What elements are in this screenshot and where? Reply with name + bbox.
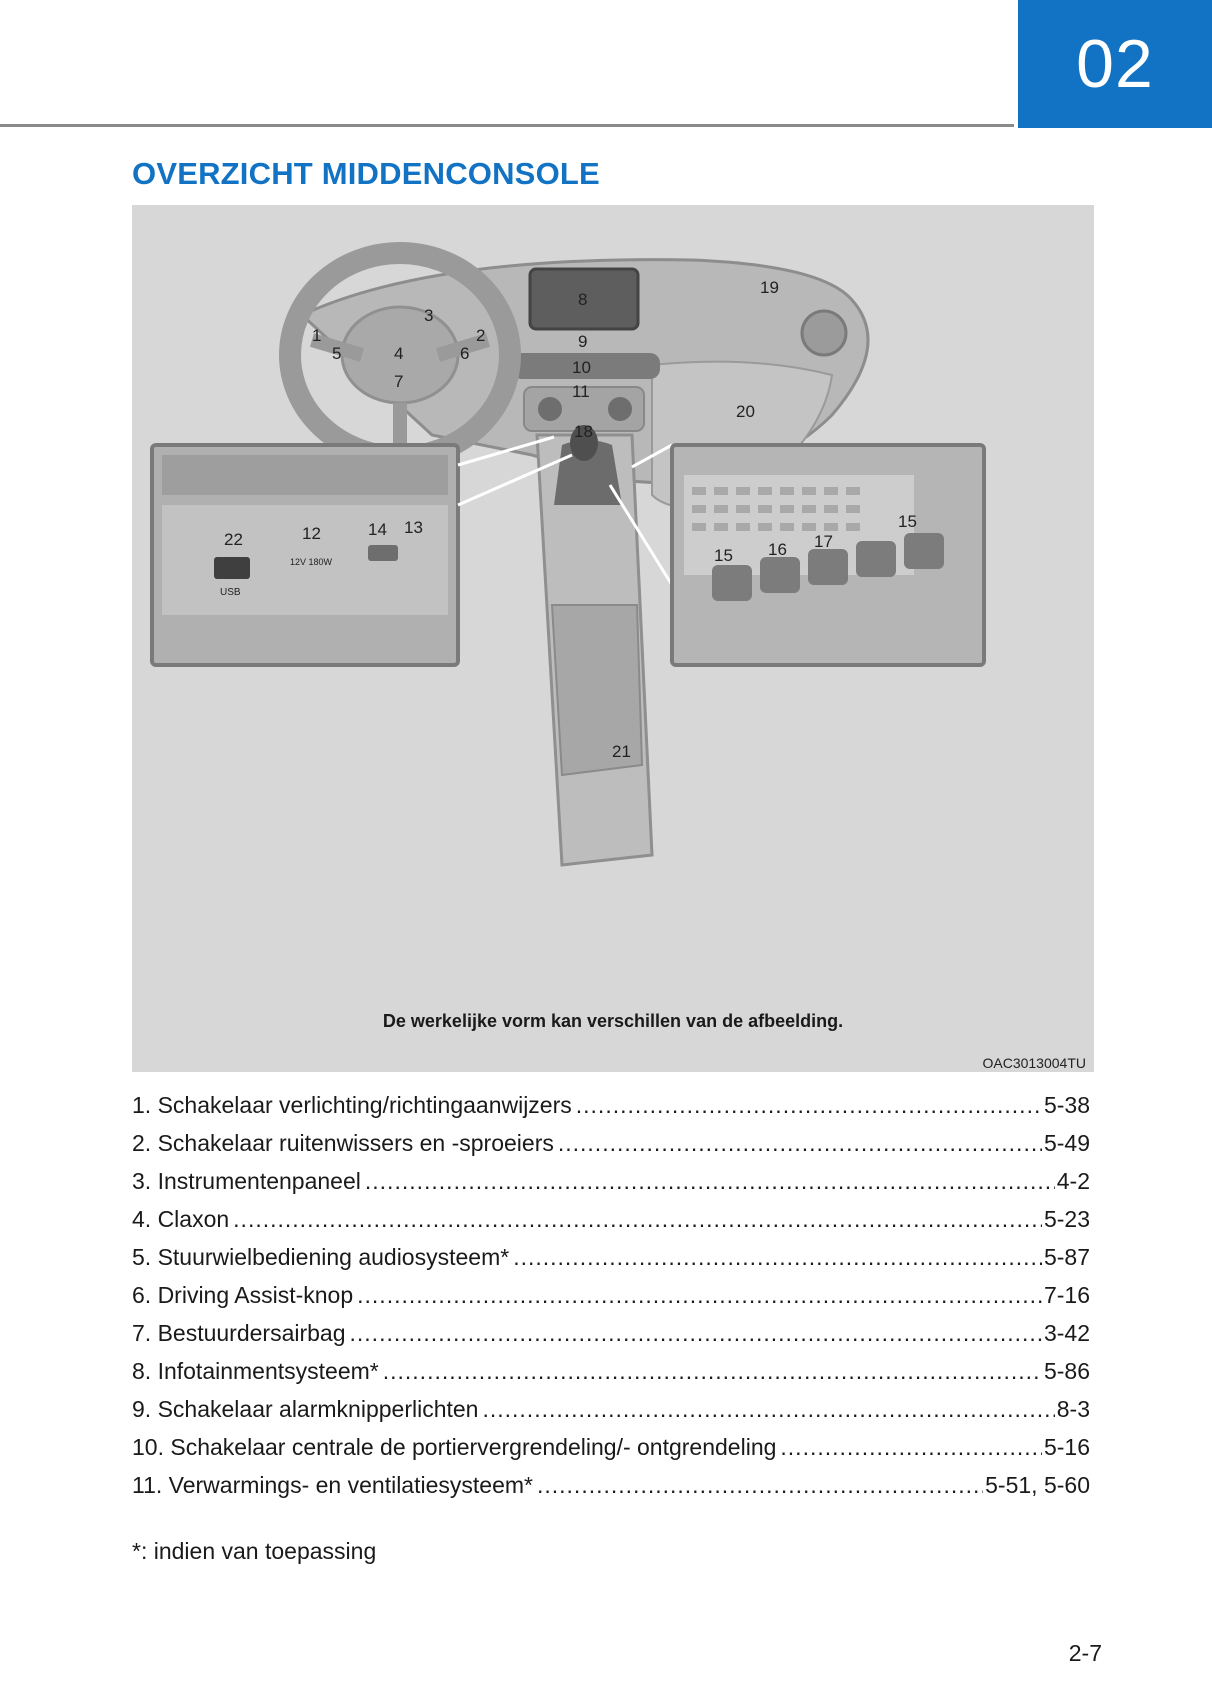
callout-22: 22 (224, 530, 243, 549)
list-item (132, 1206, 1090, 1244)
list-item (132, 1282, 1090, 1320)
item-label: 7. Bestuurdersairbag (132, 1320, 346, 1346)
callout-10: 10 (572, 358, 591, 377)
callout-4: 4 (394, 344, 404, 363)
component-list (132, 1092, 1090, 1510)
callout-2: 2 (476, 326, 486, 345)
header-rule (0, 124, 1014, 127)
callout-8: 8 (578, 290, 588, 309)
dashboard-figure (132, 205, 1094, 1072)
callout-7: 7 (394, 372, 404, 391)
leader-dots (350, 1320, 1042, 1347)
item-page: 5-87 (1043, 1244, 1090, 1270)
item-page: 7-16 (1043, 1282, 1090, 1308)
leader-dots (576, 1092, 1042, 1119)
item-page: 5-49 (1043, 1130, 1090, 1156)
leader-dots (537, 1472, 983, 1499)
callout-1: 1 (312, 326, 322, 345)
callout-18: 18 (574, 422, 593, 441)
footnote: *: indien van toepassing (132, 1538, 377, 1564)
figure-code: OAC3013004TU (982, 1055, 1086, 1071)
item-label: 2. Schakelaar ruitenwissers en -sproeiers (132, 1130, 554, 1156)
page-number: 2-7 (1068, 1640, 1102, 1666)
callout-15a: 15 (714, 546, 733, 565)
item-label: 4. Claxon (132, 1206, 230, 1232)
item-page: 5-38 (1043, 1092, 1090, 1118)
page-title: OVERZICHT MIDDENCONSOLE (132, 156, 600, 191)
callout-12: 12 (302, 524, 321, 543)
leader-dots (365, 1168, 1055, 1195)
item-page: 3-42 (1043, 1320, 1090, 1346)
list-item (132, 1396, 1090, 1434)
leader-dots (233, 1206, 1042, 1233)
leader-dots (558, 1130, 1042, 1157)
callout-3: 3 (424, 306, 434, 325)
callout-17: 17 (814, 532, 833, 551)
callout-21: 21 (612, 742, 631, 761)
list-item (132, 1244, 1090, 1282)
leader-dots (482, 1396, 1054, 1423)
power-outlet-label: 12V 180W (290, 557, 333, 567)
list-item (132, 1358, 1090, 1396)
item-page: 4-2 (1056, 1168, 1090, 1194)
item-page: 5-16 (1043, 1434, 1090, 1460)
list-item (132, 1434, 1090, 1472)
list-item (132, 1168, 1090, 1206)
chapter-number: 02 (1076, 26, 1154, 102)
callout-9: 9 (578, 332, 588, 351)
callout-13: 13 (404, 518, 423, 537)
leader-dots (383, 1358, 1042, 1385)
figure-caption: De werkelijke vorm kan verschillen van de afbeelding. (382, 1011, 844, 1031)
item-label: 10. Schakelaar centrale de portiervergrendeling/- ontgrendeling (132, 1434, 777, 1460)
callout-15b: 15 (898, 512, 917, 531)
list-item (132, 1130, 1090, 1168)
leader-dots (513, 1244, 1042, 1271)
leader-dots (780, 1434, 1042, 1461)
list-item (132, 1320, 1090, 1358)
callout-11: 11 (572, 382, 590, 401)
item-label: 8. Infotainmentsysteem* (132, 1358, 379, 1384)
item-label: 6. Driving Assist-knop (132, 1282, 354, 1308)
callout-16: 16 (768, 540, 787, 559)
item-label: 3. Instrumentenpaneel (132, 1168, 361, 1194)
leader-dots (357, 1282, 1042, 1309)
item-label: 1. Schakelaar verlichting/richtingaanwijzers (132, 1092, 572, 1118)
item-page: 5-86 (1043, 1358, 1090, 1384)
chapter-tab (1018, 0, 1212, 128)
item-label: 5. Stuurwielbediening audiosysteem* (132, 1244, 510, 1270)
item-page: 5-23 (1043, 1206, 1090, 1232)
item-page: 8-3 (1056, 1396, 1090, 1422)
callout-6: 6 (460, 344, 470, 363)
callout-19: 19 (760, 278, 779, 297)
item-label: 11. Verwarmings- en ventilatiesysteem* (132, 1472, 533, 1498)
callout-20: 20 (736, 402, 755, 421)
callout-5: 5 (332, 344, 342, 363)
callout-14: 14 (368, 520, 387, 539)
usb-label: USB (220, 587, 241, 598)
item-label: 9. Schakelaar alarmknipperlichten (132, 1396, 479, 1422)
list-item (132, 1092, 1090, 1130)
dashboard-illustration (132, 205, 1094, 1072)
list-item (132, 1472, 1090, 1510)
item-page: 5-51, 5-60 (985, 1472, 1090, 1498)
